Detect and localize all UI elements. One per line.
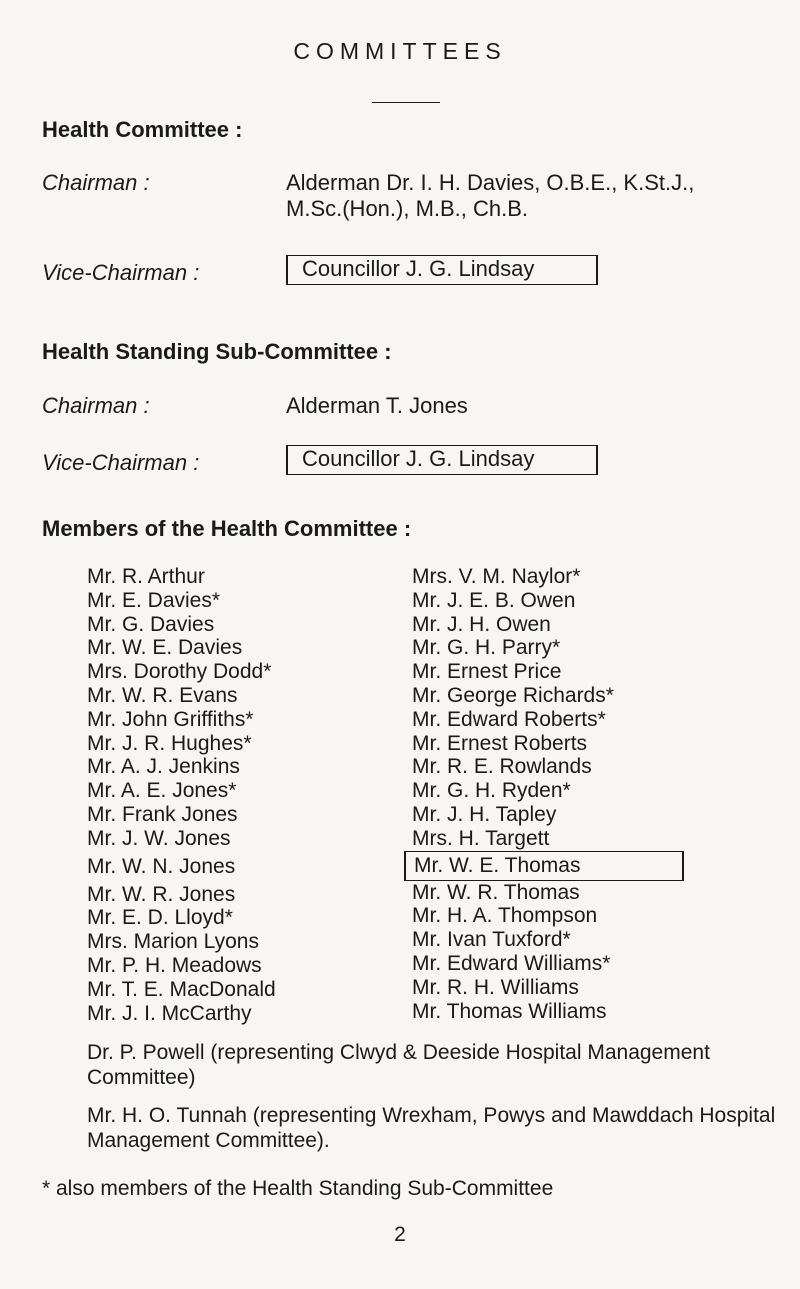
health-chairman-line2: M.Sc.(Hon.), M.B., Ch.B.	[286, 196, 529, 221]
list-item: Mr. George Richards*	[412, 683, 614, 707]
list-item: Mr. Ernest Price	[412, 660, 562, 684]
health-vice-chairman-label: Vice-Chairman :	[42, 260, 200, 285]
list-item: Mr. E. D. Lloyd*	[87, 906, 233, 930]
list-item: Mr. Ivan Tuxford*	[412, 928, 571, 952]
list-item: Mr. J. R. Hughes*	[87, 731, 252, 755]
list-item: Mr. Ernest Roberts	[412, 731, 588, 755]
list-item: Mr. J. W. Jones	[87, 826, 231, 850]
list-item: Mr. Edward Roberts*	[412, 707, 606, 731]
footnote: * also members of the Health Standing Sub-Committee	[42, 1177, 554, 1200]
list-item: Mr. J. I. McCarthy	[87, 1001, 252, 1025]
list-item: Mr. Thomas Williams	[412, 999, 607, 1023]
list-item: Mr. J. H. Owen	[412, 612, 551, 636]
sub-vice-chairman-label: Vice-Chairman :	[42, 450, 200, 475]
sub-chairman-label: Chairman :	[42, 393, 150, 418]
list-item: Mr. G. H. Ryden*	[412, 779, 571, 803]
list-item: Mr. W. R. Evans	[87, 683, 238, 707]
sub-chairman-value: Alderman T. Jones	[286, 393, 468, 418]
list-item: Mr. T. E. MacDonald	[87, 977, 276, 1001]
title-rule	[372, 102, 440, 103]
list-item-boxed: Mr. W. E. Thomas	[404, 851, 684, 881]
note-tunnah: Mr. H. O. Tunnah (representing Wrexham, Powys and Mawddach Hospital Management Committee).	[87, 1104, 776, 1152]
list-item: Mr. R. H. Williams	[412, 975, 579, 999]
page-number: 2	[394, 1223, 406, 1246]
health-committee-heading: Health Committee :	[42, 117, 243, 142]
list-item: Mrs. V. M. Naylor*	[412, 565, 581, 588]
list-item: Mr. A. J. Jenkins	[87, 755, 240, 779]
list-item: Mr. John Griffiths*	[87, 707, 254, 731]
list-item: Mr. R. E. Rowlands	[412, 755, 592, 779]
list-item: Mr. J. H. Tapley	[412, 802, 557, 826]
list-item: Mr. Edward Williams*	[412, 951, 611, 975]
list-item: Mr. W. R. Thomas	[412, 880, 580, 904]
members-left-column	[87, 565, 276, 1025]
health-chairman-label: Chairman :	[42, 170, 150, 195]
list-item: Mr. Frank Jones	[87, 802, 238, 826]
health-chairman-line1: Alderman Dr. I. H. Davies, O.B.E., K.St.J.,	[286, 170, 695, 195]
members-heading: Members of the Health Committee :	[42, 516, 412, 541]
list-item: Mr. P. H. Meadows	[87, 953, 262, 977]
list-item: Mr. G. Davies	[87, 612, 215, 636]
note-powell: Dr. P. Powell (representing Clwyd & Deeside Hospital Management Committee)	[87, 1041, 710, 1089]
sub-committee-heading: Health Standing Sub-Committee :	[42, 339, 392, 364]
health-vice-chairman-value: Councillor J. G. Lindsay	[286, 255, 598, 285]
list-item: Mrs. Dorothy Dodd*	[87, 660, 272, 684]
list-item: Mr. G. H. Parry*	[412, 636, 561, 660]
members-right-column	[412, 565, 684, 1023]
list-item: Mr. J. E. B. Owen	[412, 588, 576, 612]
list-item: Mr. A. E. Jones*	[87, 779, 237, 803]
list-item: Mr. W. R. Jones	[87, 882, 236, 906]
page-title: COMMITTEES	[293, 38, 507, 64]
list-item: Mrs. Marion Lyons	[87, 930, 259, 954]
list-item: Mr. R. Arthur	[87, 565, 205, 588]
list-item: Mr. H. A. Thompson	[412, 904, 598, 928]
list-item: Mr. E. Davies*	[87, 588, 221, 612]
list-item: Mrs. H. Targett	[412, 826, 550, 850]
list-item: Mr. W. N. Jones	[87, 854, 236, 878]
sub-vice-chairman-value: Councillor J. G. Lindsay	[286, 445, 598, 475]
list-item: Mr. W. E. Davies	[87, 636, 243, 660]
